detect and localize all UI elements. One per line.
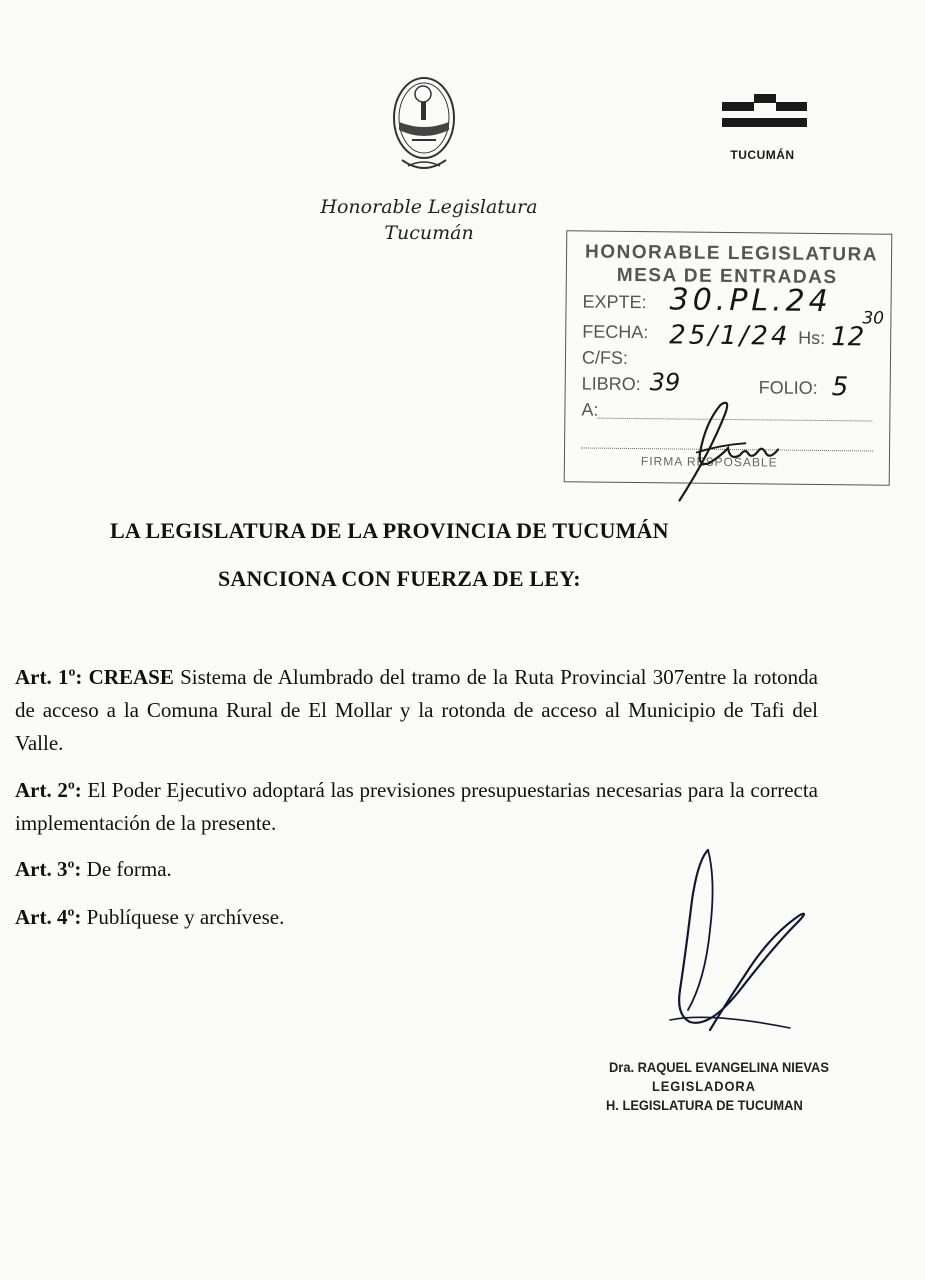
article-1	[15, 661, 818, 760]
reception-stamp	[564, 230, 893, 485]
article-text: El Poder Ejecutivo adoptará las previsiones presupuestarias necesarias para la correcta implementación de la presente.	[15, 778, 818, 835]
handwritten-signature-icon	[650, 840, 820, 1040]
tucuman-logo-icon	[722, 90, 807, 140]
stamp-libro-value: 39	[649, 368, 681, 397]
signatory-role: LEGISLADORA	[652, 1078, 756, 1094]
stamp-title-line2: MESA DE ENTRADAS	[616, 264, 838, 289]
stamp-a-label: A:	[581, 399, 599, 420]
coat-of-arms-icon	[388, 70, 460, 180]
org-name-line1: Honorable Legislatura	[320, 196, 538, 218]
stamp-fecha-value: 25/1/24	[669, 320, 791, 352]
stamp-expte-value: 30.PL.24	[669, 282, 833, 320]
stamp-libro-label: LIBRO:	[581, 373, 641, 395]
stamp-cfs-label: C/FS:	[581, 347, 629, 368]
article-keyword: CREASE	[88, 665, 174, 689]
article-number: Art. 3º:	[15, 857, 82, 881]
stamp-folio-label: FOLIO:	[758, 377, 818, 398]
stamp-folio-value: 5	[831, 372, 849, 403]
stamp-hs-value: 12	[831, 322, 865, 353]
decree-heading: LA LEGISLATURA DE LA PROVINCIA DE TUCUMÁN	[110, 518, 669, 543]
signatory-organization: H. LEGISLATURA DE TUCUMAN	[606, 1097, 803, 1113]
stamp-fecha-label: FECHA:	[582, 321, 649, 343]
article-text: Publíquese y archívese.	[81, 905, 285, 929]
article-text: De forma.	[81, 857, 172, 881]
article-text: Sistema de Alumbrado del tramo de la Ruta Provincial 307entre la rotonda de acceso a la Comuna Rural de El Mollar y la rotonda de acceso al Municipio de Tafi del Valle.	[15, 665, 818, 755]
decree-subheading: SANCIONA CON FUERZA DE LEY:	[218, 566, 581, 591]
org-name-line2: Tucumán	[384, 222, 474, 244]
article-2	[15, 774, 818, 840]
tucuman-logo-label: TUCUMÁN	[730, 148, 795, 162]
signatory-name: Dra. RAQUEL EVANGELINA NIEVAS	[609, 1059, 829, 1075]
stamp-firma-label: FIRMA RESPOSABLE	[640, 454, 778, 470]
article-number: Art. 1º:	[15, 665, 83, 689]
article-number: Art. 4º:	[15, 905, 82, 929]
article-number: Art. 2º:	[15, 778, 82, 802]
stamp-hs-minutes: 30	[862, 308, 885, 329]
stamp-hs-label: Hs:	[798, 327, 826, 349]
stamp-expte-label: EXPTE:	[582, 291, 647, 313]
stamp-title-line1: HONORABLE LEGISLATURA	[584, 241, 879, 266]
stamp-signature-icon	[649, 392, 800, 504]
